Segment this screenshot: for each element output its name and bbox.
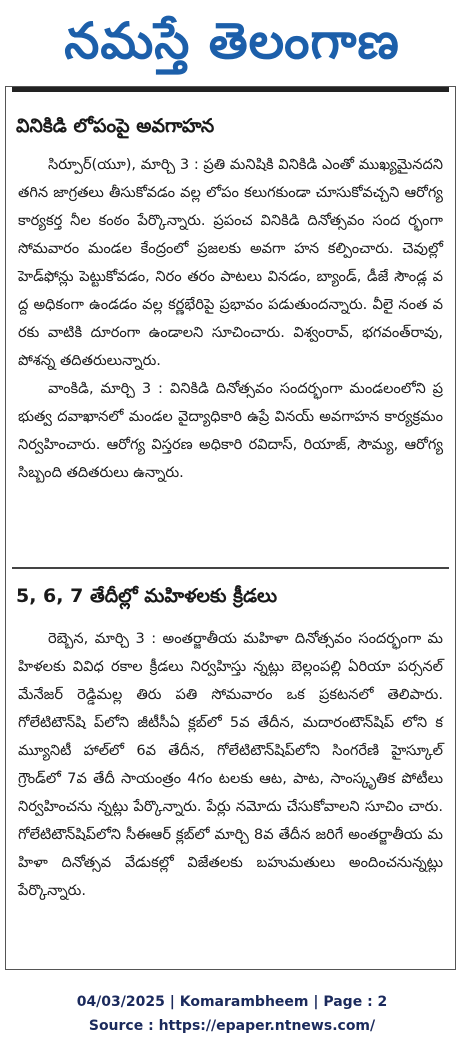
masthead-title: నమస్తే తెలంగాణ <box>64 12 400 70</box>
story1-paragraph: వాంకిడి, మార్చి 3 : వినికిడి దినోత్సవం సందర్భంగా మండలంలోని ప్రభుత్వ దవాఖానలో మండల వైద్యాధికారి ఉప్రే వినయ్ అవగాహన కార్యక్రమం నిర్వహించారు. ఆరోగ్య విస్తరణ అధికారి రవిదాస్, రియాజ్, సౌమ్య, ఆరోగ్య సిబ్బంది తదితరులు ఉన్నారు. <box>18 380 443 481</box>
story2-body <box>6 625 455 905</box>
story2-paragraph: రెబ్బెన, మార్చి 3 : అంతర్జాతీయ మహిళా దినోత్సవం సందర్భంగా మహిళలకు వివిధ రకాల క్రీడలు నిర్వహిస్తు న్నట్లు బెల్లంపల్లి ఏరియా పర్సనల్ మేనేజర్ రెడ్డిమల్ల తిరు పతి సోమవారం ఒక ప్రకటనలో తెలిపారు. గోలేటిటౌన్‌షి ప్‌లోని జీటీసీఏ క్లబ్‌లో 5వ తేదీన, మదారంటౌన్‌షిప్ లోని కమ్యూనిటీ హాల్‌లో 6వ తేదీన, గోలేటిటౌన్‌షిప్‌లోని సింగరేణి హైస్కూల్ గ్రౌండ్‌లో 7వ తేదీ సాయంత్రం 4గం టలకు ఆట, పాట, సాంస్కృతిక పోటీలు నిర్వహించను న్నట్లు పేర్కొన్నారు. పేర్లు నమోదు చేసుకోవాలని సూచిం చారు. గోలేటిటౌన్‌షిప్‌లోని సీఈఆర్ క్లబ్‌లో మార్చి 8వ తేదీన జరిగే అంతర్జాతీయ మహిళా దినోత్సవ వేడుకల్లో విజేతలకు బహుమతులు అందించనున్నట్లు పేర్కొన్నారు. <box>18 630 443 899</box>
story1-headline: వినికిడి లోపంపై అవగాహన <box>16 115 215 137</box>
footer-date-edition: 04/03/2025 | Komarambheem | Page : 2 <box>76 994 388 1010</box>
news-clipping <box>5 86 456 970</box>
story1-paragraph: సిర్పూర్(యూ), మార్చి 3 : ప్రతి మనిషికి వినికిడి ఎంతో ముఖ్యమైనదని తగిన జాగ్రతలు తీసుకోవడం వల్ల లోపం కలుగకుండా చూసుకోవచ్చని ఆరోగ్య కార్యకర్త నీల కంఠం పేర్కొన్నారు. ప్రపంచ వినికిడి దినోత్సవం సంద ర్భంగా సోమవారం మండల కేంద్రంలో ప్రజలకు అవగా హన కల్పించారు. చెవుల్లో హెడ్‌ఫోన్లు పెట్టుకోవడం, నిరం తరం పాటలు వినడం, బ్యాండ్, డీజే సౌండ్ల వద్ద అధికంగా ఉండడం వల్ల కర్ణభేరిపై ప్రభావం పడుతుందన్నారు. వీలై నంత వరకు వాటికి దూరంగా ఉండాలని సూచించారు. విశ్వంరావ్, భగవంత్‌రావు, పోశన్న తదితరులున్నారు. <box>18 156 443 369</box>
masthead <box>0 0 464 82</box>
story1-body <box>6 151 455 487</box>
story2-headline: 5, 6, 7 తేదీల్లో మహిళలకు క్రీడలు <box>16 585 278 607</box>
top-rule <box>12 87 449 92</box>
footer-source: Source : https://epaper.ntnews.com/ <box>88 1018 376 1034</box>
section-separator <box>12 567 449 569</box>
